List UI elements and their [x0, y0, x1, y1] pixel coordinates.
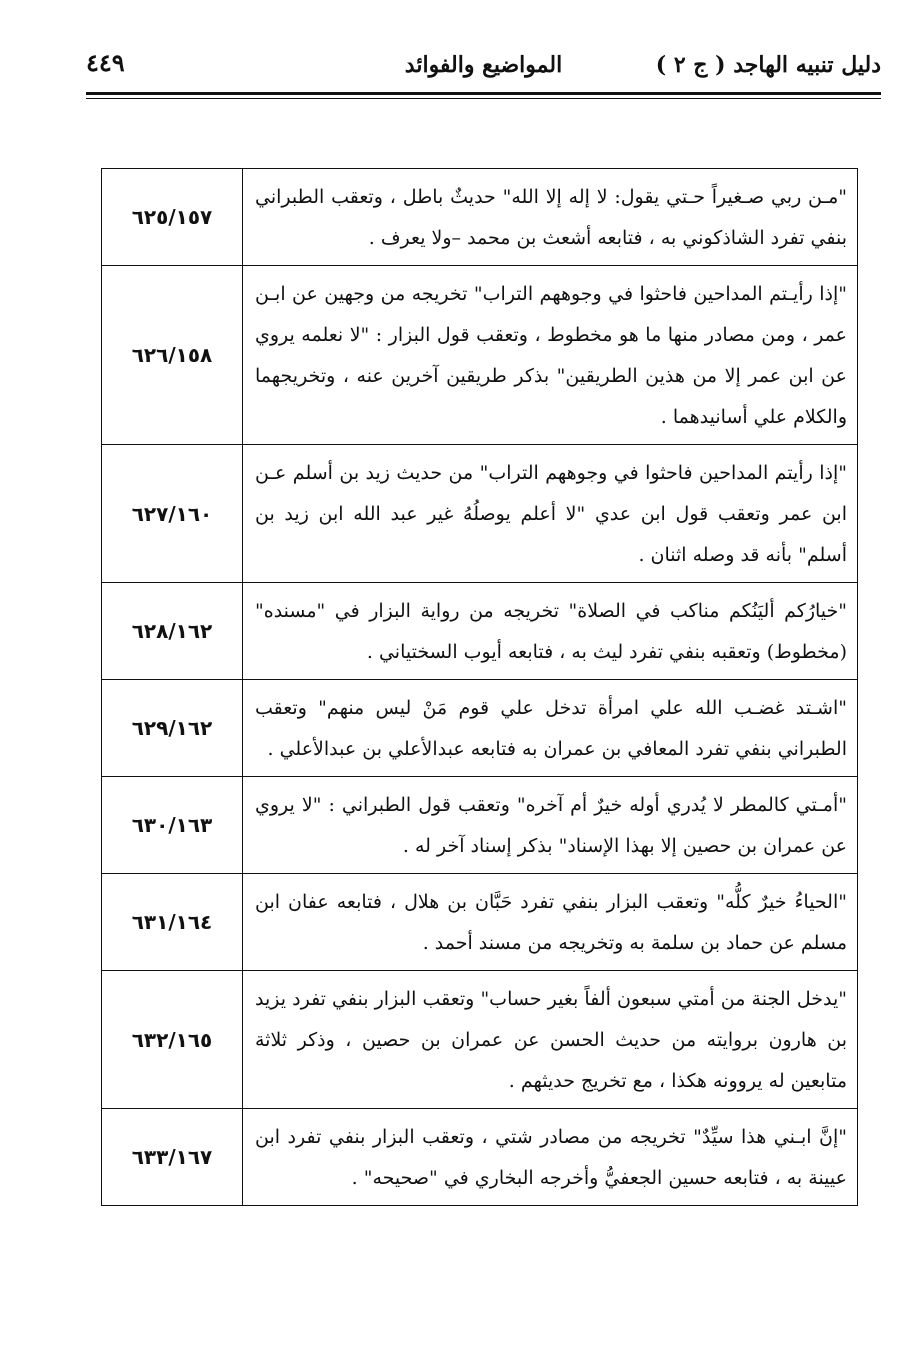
table-row — [102, 266, 857, 445]
entry-text: "إذا رأيـتم المداحين فاحثوا في وجوههم التراب" تخريجه من وجهين عن ابـن عمر ، ومن مصادر منها ما هو مخطوط ، وتعقب قول البزار : "لا نعلمه يروي عن ابن عمر إلا من هذين الطريقين" بذكر طريقين آخرين عنه ، وتخريجهما والكلام علي أسانيدهما . — [242, 266, 857, 444]
entry-reference: ٦٣٠/١٦٣ — [131, 813, 213, 837]
entry-reference: ٦٢٧/١٦٠ — [131, 501, 213, 526]
entry-reference: ٦٢٩/١٦٢ — [131, 716, 213, 740]
entry-text: "إذا رأيتم المداحين فاحثوا في وجوههم التراب" من حديث زيد بن أسلم عـن ابن عمر وتعقب قول ابن عدي "لا أعلم يوصلُهُ غير عبد الله ابن زيد بن أسلم" بأنه قد وصله اثنان . — [242, 445, 857, 582]
entry-reference: ٦٣٢/١٦٥ — [131, 1027, 213, 1052]
entry-text: "يدخل الجنة من أمتي سبعون ألفاً بغير حساب" وتعقب البزار بنفي تفرد يزيد بن هارون بروايته من حديث الحسن عن عمران بن حصين ، وذكر ثلاثة متابعين له يروونه هكذا ، مع تخريج حديثهم . — [242, 971, 857, 1108]
book-title: دليل تنبيه الهاجد ( ج ٢ ) — [655, 52, 881, 78]
table-row — [102, 583, 857, 680]
table-row — [102, 445, 857, 583]
header-rule-thick — [86, 92, 881, 95]
entry-reference: ٦٢٦/١٥٨ — [131, 343, 213, 367]
entry-text: "إنَّ ابـني هذا سيِّدٌ" تخريجه من مصادر شتي ، وتعقب البزار بنفي تفرد ابن عيينة به ، فتابعه حسين الجعفيُّ وأخرجه البخاري في "صحيحه" . — [242, 1109, 857, 1205]
table-row — [102, 777, 857, 874]
page-number: ٤٤٩ — [86, 48, 125, 77]
table-row — [102, 680, 857, 777]
table-row — [102, 1109, 857, 1205]
table-row — [102, 874, 857, 971]
entry-reference: ٦٢٨/١٦٢ — [131, 619, 213, 643]
entry-text: "مـن ربي صـغيراً حـتي يقول: لا إله إلا الله" حديثٌ باطل ، وتعقب الطبراني بنفي تفرد الشاذكوني به ، فتابعه أشعث بن محمد –ولا يعرف . — [242, 169, 857, 265]
entry-reference: ٦٣٣/١٦٧ — [131, 1145, 213, 1169]
entry-text: "خيارُكم أليَنُكم مناكب في الصلاة" تخريجه من رواية البزار في "مسنده" (مخطوط) وتعقبه بنفي تفرد ليث به ، فتابعه أيوب السختياني . — [242, 583, 857, 679]
table-row — [102, 169, 857, 266]
entry-text: "أمـتي كالمطر لا يُدري أوله خيرٌ أم آخره" وتعقب قول الطبراني : "لا يروي عن عمران بن حصين إلا بهذا الإسناد" بذكر إسناد آخر له . — [242, 777, 857, 873]
entries-table — [101, 168, 858, 1206]
page-header — [86, 44, 881, 84]
entry-reference: ٦٢٥/١٥٧ — [131, 205, 213, 229]
entry-reference: ٦٣١/١٦٤ — [131, 910, 213, 934]
table-row — [102, 971, 857, 1109]
section-title: المواضيع والفوائد — [404, 52, 563, 78]
header-rule-thin — [86, 98, 881, 99]
entry-text: "الحياءُ خيرٌ كلُّه" وتعقب البزار بنفي تفرد حَبَّان بن هلال ، فتابعه عفان ابن مسلم عن حماد بن سلمة به وتخريجه من مسند أحمد . — [242, 874, 857, 970]
entry-text: "اشـتد غضـب الله علي امرأة تدخل علي قوم مَنْ ليس منهم" وتعقب الطبراني بنفي تفرد المعافي بن عمران به فتابعه عبدالأعلي بن عبدالأعلي . — [242, 680, 857, 776]
